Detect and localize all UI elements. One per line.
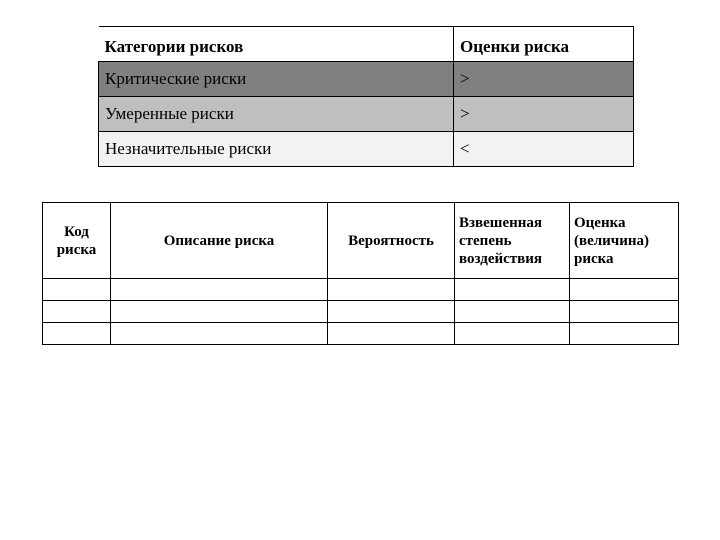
- cell: [111, 323, 328, 345]
- category-name: Умеренные риски: [99, 97, 454, 132]
- header-probability: Вероятность: [328, 203, 455, 279]
- risk-categories-table: [98, 26, 634, 167]
- register-header-row: [43, 203, 679, 279]
- category-row-moderate: [99, 97, 634, 132]
- cell: [328, 279, 455, 301]
- category-score: >: [454, 62, 634, 97]
- cell: [111, 301, 328, 323]
- cell: [43, 323, 111, 345]
- category-name: Критические риски: [99, 62, 454, 97]
- cell: [570, 279, 679, 301]
- cell: [455, 301, 570, 323]
- header-risk-description: Описание риска: [111, 203, 328, 279]
- cell: [570, 301, 679, 323]
- cell: [43, 279, 111, 301]
- category-name: Незначительные риски: [99, 132, 454, 167]
- category-row-minor: [99, 132, 634, 167]
- categories-header-row: [99, 27, 634, 62]
- table-row: [43, 323, 679, 345]
- cell: [570, 323, 679, 345]
- cell: [455, 279, 570, 301]
- table-row: [43, 301, 679, 323]
- cell: [328, 323, 455, 345]
- category-score: >: [454, 97, 634, 132]
- cell: [328, 301, 455, 323]
- header-impact: Взвешенная степень воздействия: [455, 203, 570, 279]
- cell: [43, 301, 111, 323]
- category-row-critical: [99, 62, 634, 97]
- cell: [455, 323, 570, 345]
- header-risk-score: Оценка (величина) риска: [570, 203, 679, 279]
- header-risk-categories: Категории рисков: [99, 27, 454, 62]
- risk-register-table: [42, 202, 679, 345]
- table-row: [43, 279, 679, 301]
- header-risk-scores: Оценки риска: [454, 27, 634, 62]
- header-risk-code: Код риска: [43, 203, 111, 279]
- cell: [111, 279, 328, 301]
- category-score: <: [454, 132, 634, 167]
